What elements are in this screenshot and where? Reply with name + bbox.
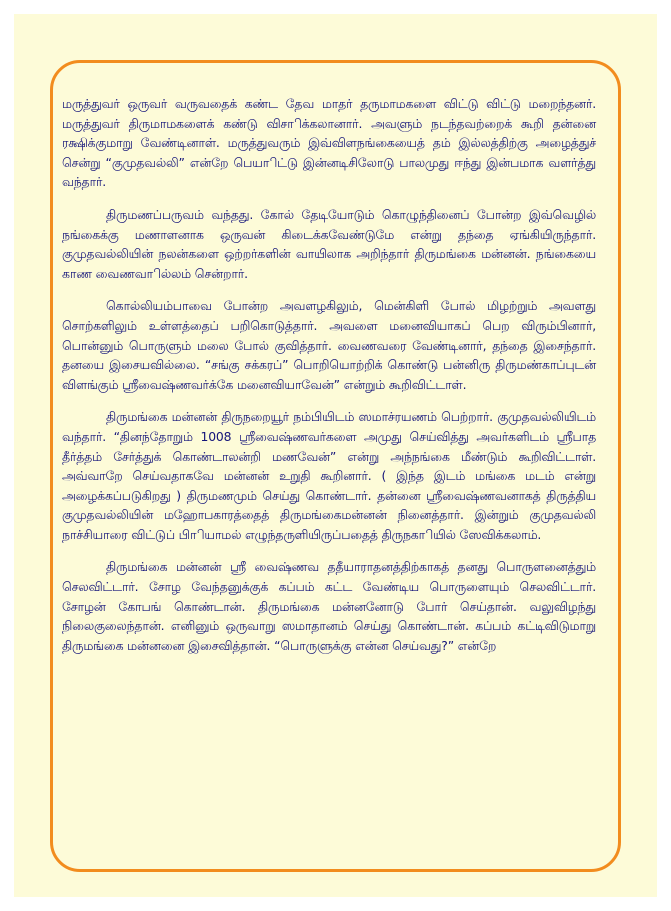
- paragraph-4: திருமங்கை மன்னன் திருநறையூர் நம்பியிடம் ஸமாச்ரயணம் பெற்றார். குமுதவல்லியிடம் வந்தார். “தினந்தோறும் 1008 ஸ்ரீவைஷ்ணவர்களை அமுது செய்வித்து அவர்களிடம் ஸ்ரீபாத தீர்த்தம் சேர்த்துக் கொண்டாலன்றி மணவேன்” என்று அந்நங்கை மீண்டும் கூறிவிட்டாள். அவ்வாறே செய்வதாகவே மன்னன் உறுதி கூறினார். ( இந்த இடம் மங்கை மடம் என்று அழைக்கப்படுகிறது ) திருமணமும் செய்து கொண்டார். தன்னை ஸ்ரீவைஷ்ணவனாகத் திருத்திய குமுதவல்லியின் மஹோபகாரத்தைத் திருமங்கைமன்னன் நினைத்தார். இன்றும் குமுதவல்லி நாச்சியாரை விட்டுப் பிாியாமல் எழுந்தருளியிருப்பதைத் திருநகாியில் ஸேவிக்கலாம்.: [62, 409, 596, 542]
- paragraph-3: கொல்லியம்பாவை போன்ற அவளழகிலும், மென்கிளி போல் மிழற்றும் அவளது சொற்களிலும் உள்ளத்தைப் பறிகொடுத்தார். அவளை மனைவியாகப் பெற விரும்பினார், பொன்னும் பொருளும் மலை போல் குவித்தார். வைணவரை வேண்டினார், தந்தை இசைந்தார். தனயை இசையவில்லை. “சங்கு சக்கரப்” பொறியொற்றிக் கொண்டு பன்னிரு திருமண்காப்புடன் விளங்கும் ஸ்ரீவைஷ்ணவர்க்கே மனைவியாவேன்” என்றும் கூறிவிட்டாள்.: [62, 298, 596, 392]
- paragraph-5: திருமங்கை மன்னன் ஸ்ரீ வைஷ்ணவ ததீயாராதனத்திற்காகத் தனது பொருளனைத்தும் செலவிட்டார். சோழ வேந்தனுக்குக் கப்பம் கட்ட வேண்டிய பொருளையும் செலவிட்டார். சோழன் கோபங் கொண்டான். திருமங்கை மன்னனோடு போர் செய்தான். வலுவிழந்து நிலைகுலைந்தான். எனினும் ஒருவாறு ஸமாதானம் செய்து கொண்டான். கப்பம் கட்டிவிடுமாறு திருமங்கை மன்னனை இசைவித்தான். “பொருளுக்கு என்ன செய்வது?” என்றே: [62, 559, 596, 653]
- paragraph-1: மருத்துவர் ஒருவர் வருவதைக் கண்ட தேவ மாதர் தருமாமகளை விட்டு விட்டு மறைந்தனர். மருத்துவர் திருமாமகளைக் கண்டு விசாிக்கலானார். அவளும் நடந்தவற்றைக் கூறி தன்னை ரக்ஷிக்குமாறு வேண்டினாள். மருத்துவரும் இவ்விளநங்கையைத் தம் இல்லத்திற்கு அழைத்துச் சென்று “குமுதவல்லி” என்றே பெயாிட்டு இன்னடிசிலோடு பாலமுது ஈந்து இன்பமாக வளர்த்து வந்தார்.: [62, 96, 596, 190]
- paragraph-2: திருமணப்பருவம் வந்தது. கோல் தேடியோடும் கொழுந்தினைப் போன்ற இவ்வெழில் நங்கைக்கு மணாளனாக ஒருவன் கிடைக்கவேண்டுமே என்று தந்தை ஏங்கியிருந்தார். குமுதவல்லியின் நலன்களை ஒற்றர்களின் வாயிலாக அறிந்தார் திருமங்கை மன்னன். நங்கையை காண வைணவாில்லம் சென்றார்.: [62, 206, 596, 281]
- text-frame: [50, 60, 621, 872]
